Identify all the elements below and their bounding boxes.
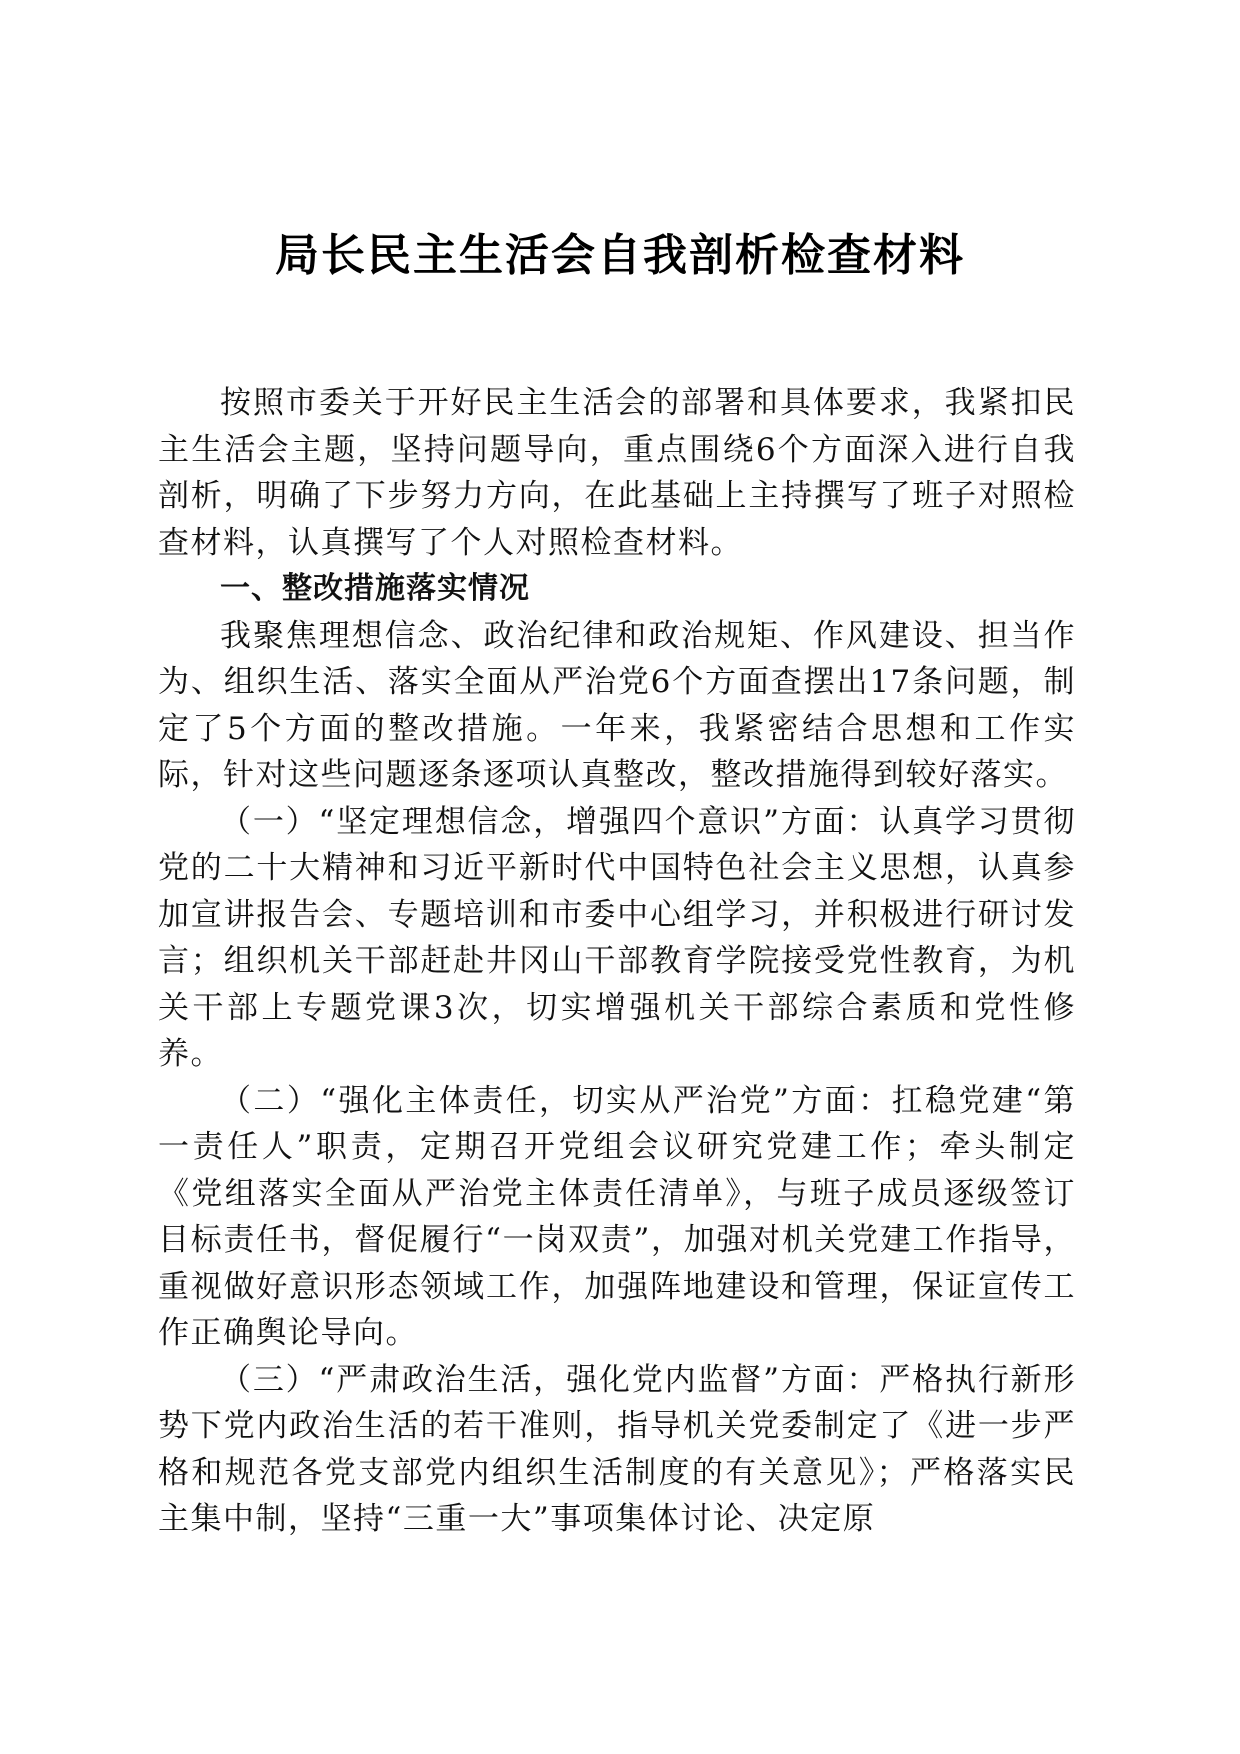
section-paragraph-item-1: （一）“坚定理想信念，增强四个意识”方面：认真学习贯彻党的二十大精神和习近平新时代中国特色社会主义思想，认真参加宣讲报告会、专题培训和市委中心组学习，并积极进行研讨发言；组织机关干部赶赴井冈山干部教育学院接受党性教育，为机关干部上专题党课3次，切实增强机关干部综合素质和党性修养。 [158, 803, 1076, 1072]
section-paragraph-item-2: （二）“强化主体责任，切实从严治党”方面：扛稳党建“第一责任人”职责，定期召开党组会议研究党建工作；牵头制定《党组落实全面从严治党主体责任清单》，与班子成员逐级签订目标责任书，督促履行“一岗双责”，加强对机关党建工作指导，重视做好意识形态领域工作，加强阵地建设和管理，保证宣传工作正确舆论导向。 [158, 1082, 1076, 1351]
document-title: 局长民主生活会自我剖析检查材料 [275, 230, 965, 281]
intro-paragraph: 按照市委关于开好民主生活会的部署和具体要求，我紧扣民主生活会主题，坚持问题导向，重点围绕6个方面深入进行自我剖析，明确了下步努力方向，在此基础上主持撰写了班子对照检查材料，认真撰写了个人对照检查材料。 [158, 385, 1076, 561]
section-heading: 一、整改措施落实情况 [220, 571, 530, 606]
section-paragraph: 我聚焦理想信念、政治纪律和政治规矩、作风建设、担当作为、组织生活、落实全面从严治党6个方面查摆出17条问题，制定了5个方面的整改措施。一年来，我紧密结合思想和工作实际，针对这些问题逐条逐项认真整改，整改措施得到较好落实。 [158, 617, 1076, 793]
document-body [158, 380, 1076, 1543]
section-paragraph-item-3: （三）“严肃政治生活，强化党内监督”方面：严格执行新形势下党内政治生活的若干准则，指导机关党委制定了《进一步严格和规范各党支部党内组织生活制度的有关意见》；严格落实民主集中制，坚持“三重一大”事项集体讨论、决定原 [158, 1361, 1076, 1537]
